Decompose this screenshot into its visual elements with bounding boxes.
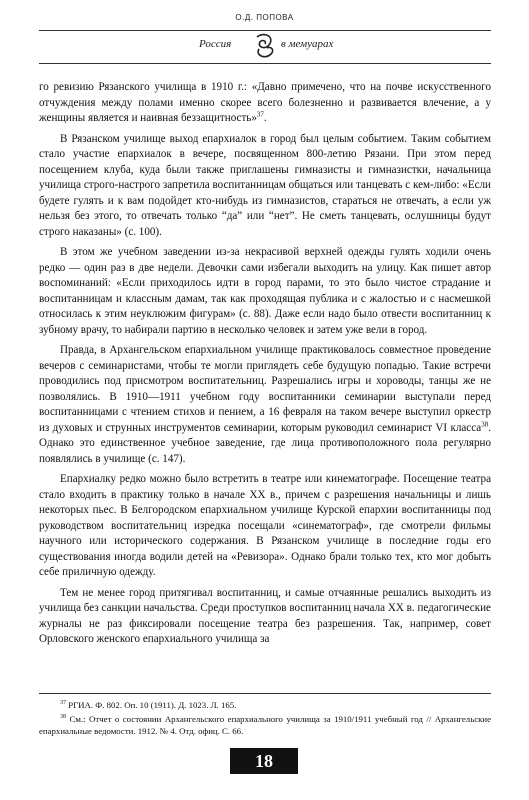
paragraph: В Рязанском училище выход епархиалок в город был целым событием. Таким событием стало участие епархиалок в вечере, посвященном 800-летию Рязани. При этом перед посещением клуба, куда были также приглашены гимназисты и гимназистки, начальница училища строго-настрого запретила воспитанницам общаться или танцевать с кем-либо: «Если будете гулять и к вам подойдет кто-нибудь из гимназистов, стараться не отвечать, а если уж нельзя без этого, то отвечать только “да” или “нет”. Не сметь танцевать, ослушницы будут строго наказаны» (с. 100). <box>39 132 491 238</box>
paragraph: Епархиалку редко можно было встретить в театре или кинематографе. Посещение театра стало входить в практику только в начале XX в., причем с разрешения начальницы и лишь некоторых пьес. В Белгородском епархиальном училище Курской епархии воспитанницы под руководством воспитательниц изредка посещали «синематограф», где смотрели фильмы научного или исторического содержания. В Рязанском училище в последние годы его существования иногда водили детей на «Ревизора». Однако брали только тех, кто мог добыть себе приличную одежду. <box>39 473 491 578</box>
footnote-rule <box>39 693 491 694</box>
footnote: $^{38}$ См.: Отчет о состоянии Архангельского епархиального училища за 1910/1911 учебный год // Архангельские епархиальные ведомости. 1912. № 4. Отд. офиц. С. 66. <box>39 714 491 736</box>
footnote: $^{37}$ РГИА. Ф. 802. Оп. 10 (1911). Д. 1023. Л. 165. <box>60 700 237 710</box>
running-header-author: О.Д. ПОПОВА <box>235 13 294 22</box>
footnote-ref: 37 <box>256 110 264 119</box>
footnotes <box>39 699 491 739</box>
series-title-word-2: в мемуарах <box>281 38 334 50</box>
series-ornament-icon <box>251 33 279 59</box>
paragraph: Правда, в Архангельском епархиальном училище практиковалось совместное проведение вечеров с семинаристами, чтобы те могли приглядеть себе будущую попадью. Такие встречи проводились под присмотром воспитательниц. Разрешались игры и хороводы, танцы же не позволялись. В 1910—1911 учебном году воспитанники семинарии выступали перед воспитанницами с чтением стихов и пением, а 16 февраля на таком вечере выступил оркестр из духовых и струнных инструментов семинарии, которым руководил семинарист VI класса$^{38}$. Однако это единственное учебное заведение, где лица противоположного пола регулярно появлялись в училище (с. 147). <box>39 344 491 465</box>
paragraph: го ревизию Рязанского училища в 1910 г.: «Давно примечено, что на почве искусственного отчуждения между полами именно скорее всего болезненно и развивается влечение, а у женщины является и наивная беззащитность»$^{37}$. <box>39 81 491 124</box>
series-title-word-1: Россия <box>199 38 232 50</box>
series-title <box>195 36 335 58</box>
paragraph: В этом же учебном заведении из-за некрасивой верхней одежды гулять ходили очень редко — один раз в две недели. Девочки сами избегали выходить на улицу. Как пишет автор воспоминаний: «Если приходилось идти в город парами, то это было чистое страдание и воспитанницам и классным дамам, так как проходящая публика и с жалостью и с насмешкой относилась к этим неуклюжим фигурам» (с. 88). Даже если надо было отвести воспитанниц к зубному врачу, то набирали партию в несколько человек и затем уже вели в город. <box>39 246 491 336</box>
body-text <box>39 80 491 653</box>
paragraph: Тем не менее город притягивал воспитанниц, и самые отчаянные решались выходить из училища без санкции начальства. Среди проступков воспитанниц начала XX в. педагогические журналы не раз фиксировали посещение театра без разрешения. Так, например, совет Орловского женского епархиального училища за <box>39 586 491 645</box>
header-rule-bottom <box>39 63 491 64</box>
header-rule-top <box>39 30 491 31</box>
page-number: 18 <box>230 748 298 774</box>
footnote-ref: 38 <box>481 419 489 428</box>
